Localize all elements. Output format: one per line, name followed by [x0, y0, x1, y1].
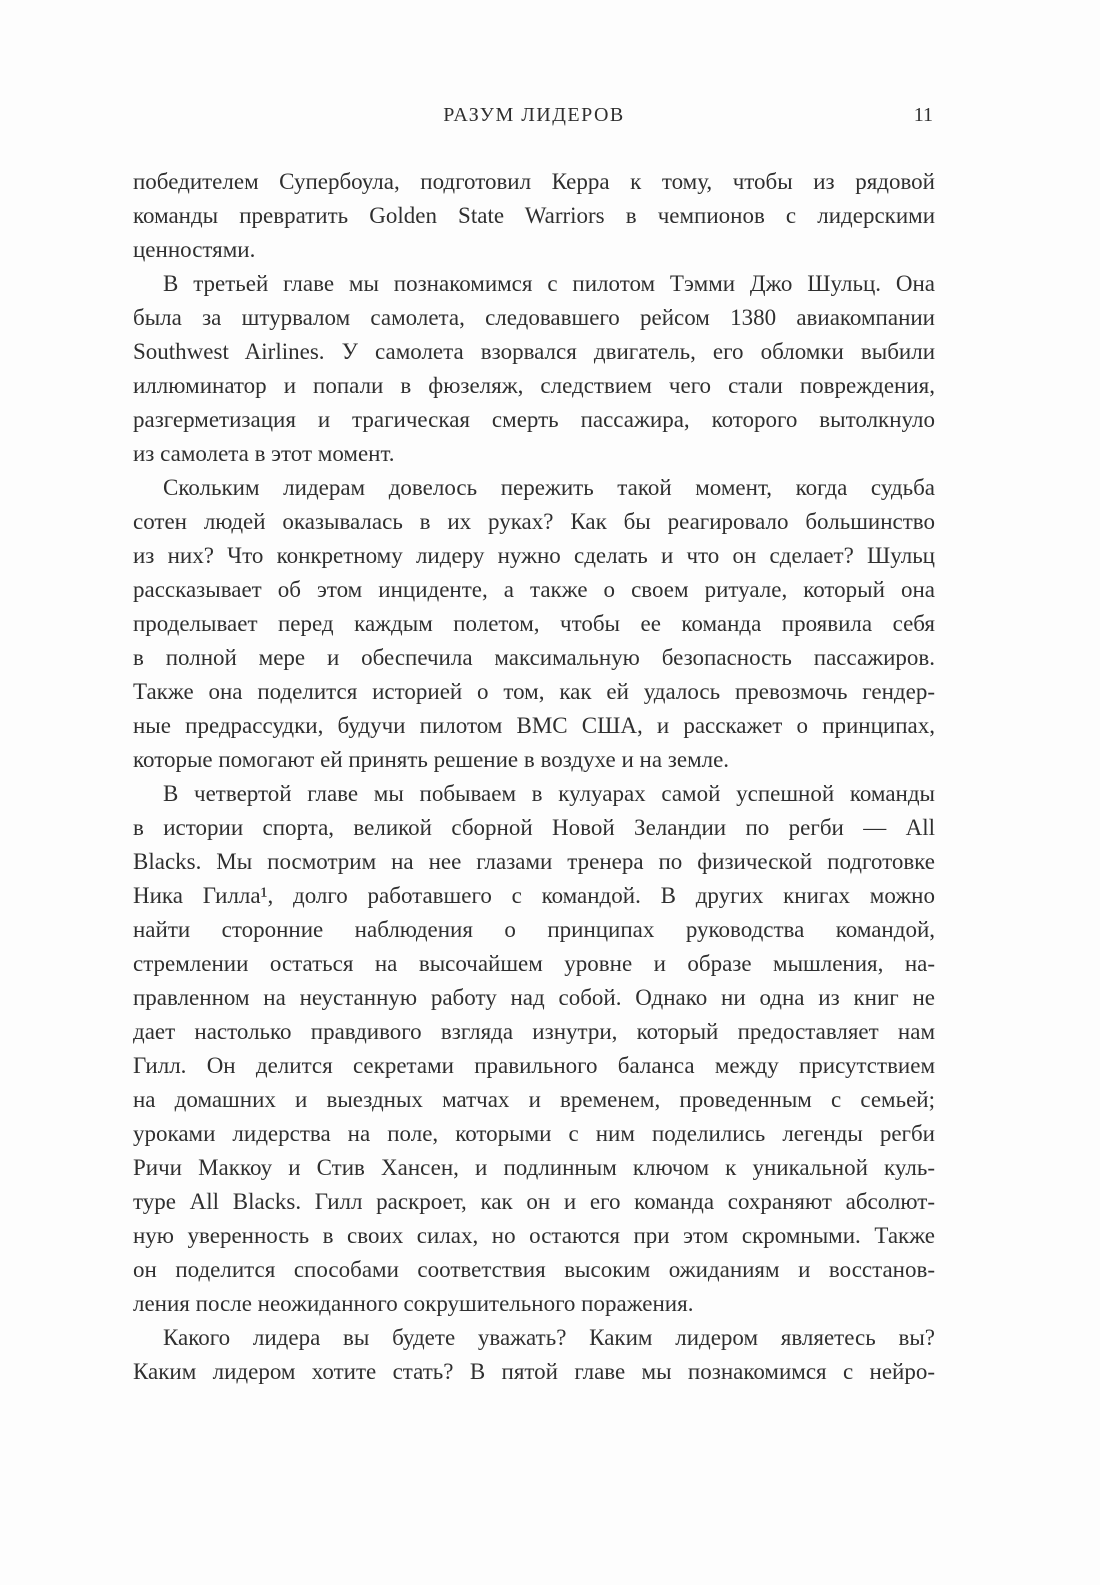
text-line: иллюминатор и попали в фюзеляж, следствием чего стали повреждения, — [133, 373, 935, 398]
text-line: ные предрассудки, будучи пилотом ВМС США, и расскажет о принципах, — [133, 713, 935, 738]
text-line: ценностями. — [133, 237, 256, 262]
text-line: правленном на неустанную работу над собой. Однако ни одна из книг не — [133, 985, 935, 1010]
text-line: сотен людей оказывалась в их руках? Как бы реагировало большинство — [133, 509, 935, 534]
text-line: ную уверенность в своих силах, но остаются при этом скромными. Также — [133, 1223, 935, 1248]
text-line: была за штурвалом самолета, следовавшего рейсом 1380 авиакомпании — [133, 305, 935, 330]
text-line: команды превратить Golden State Warriors в чемпионов с лидерскими — [133, 203, 935, 228]
text-line: стремлении остаться на высочайшем уровне и образе мышления, на- — [133, 951, 935, 976]
page-header — [133, 0, 935, 128]
text-line: Скольким лидерам довелось пережить такой момент, когда судьба — [163, 475, 935, 500]
text-line: Ника Гилла¹, долго работавшего с командой. В других книгах можно — [133, 883, 935, 908]
text-line: найти сторонние наблюдения о принципах руководства командой, — [133, 917, 935, 942]
text-line: ления после неожиданного сокрушительного поражения. — [133, 1291, 694, 1316]
text-line: Blacks. Мы посмотрим на нее глазами тренера по физической подготовке — [133, 849, 935, 874]
text-line: на домашних и выездных матчах и временем, проведенным с семьей; — [133, 1087, 935, 1112]
paragraph — [133, 471, 935, 777]
text-line: дает настолько правдивого взгляда изнутри, который предоставляет нам — [133, 1019, 935, 1044]
paragraph — [133, 777, 935, 1321]
text-line: Каким лидером хотите стать? В пятой главе мы познакомимся с нейро- — [133, 1359, 935, 1384]
text-line: В третьей главе мы познакомимся с пилотом Тэмми Джо Шульц. Она — [163, 271, 935, 296]
text-line: он поделится способами соответствия высоким ожиданиям и восстанов- — [133, 1257, 935, 1282]
body-text — [133, 165, 935, 1389]
text-line: разгерметизация и трагическая смерть пассажира, которого вытолкнуло — [133, 407, 935, 432]
text-line: Southwest Airlines. У самолета взорвался двигатель, его обломки выбили — [133, 339, 935, 364]
page-number: 11 — [913, 104, 933, 126]
text-line: в полной мере и обеспечила максимальную безопасность пассажиров. — [133, 645, 935, 670]
text-line: Какого лидера вы будете уважать? Каким лидером являетесь вы? — [163, 1325, 935, 1350]
text-line: в истории спорта, великой сборной Новой Зеландии по регби — All — [133, 815, 935, 840]
text-line: Гилл. Он делится секретами правильного баланса между присутствием — [133, 1053, 935, 1078]
paragraph — [133, 1321, 935, 1389]
text-line: В четвертой главе мы побываем в кулуарах самой успешной команды — [163, 781, 935, 806]
text-line: уроками лидерства на поле, которыми с ним поделились легенды регби — [133, 1121, 935, 1146]
text-line: Ричи Маккоу и Стив Хансен, и подлинным ключом к уникальной куль- — [133, 1155, 935, 1180]
paragraph — [133, 165, 935, 267]
text-line: победителем Супербоула, подготовил Керра к тому, чтобы из рядовой — [133, 169, 935, 194]
text-column — [133, 0, 935, 1389]
paragraph — [133, 267, 935, 471]
text-line: из самолета в этот момент. — [133, 441, 395, 466]
text-line: проделывает перед каждым полетом, чтобы ее команда проявила себя — [133, 611, 935, 636]
text-line: из них? Что конкретному лидеру нужно сделать и что он сделает? Шульц — [133, 543, 935, 568]
running-title: РАЗУМ ЛИДЕРОВ — [443, 104, 625, 126]
text-line: рассказывает об этом инциденте, а также о своем ритуале, который она — [133, 577, 935, 602]
text-line: которые помогают ей принять решение в воздухе и на земле. — [133, 747, 730, 772]
text-line: Также она поделится историей о том, как ей удалось превозмочь гендер- — [133, 679, 935, 704]
text-line: туре All Blacks. Гилл раскроет, как он и его команда сохраняют абсолют- — [133, 1189, 935, 1214]
